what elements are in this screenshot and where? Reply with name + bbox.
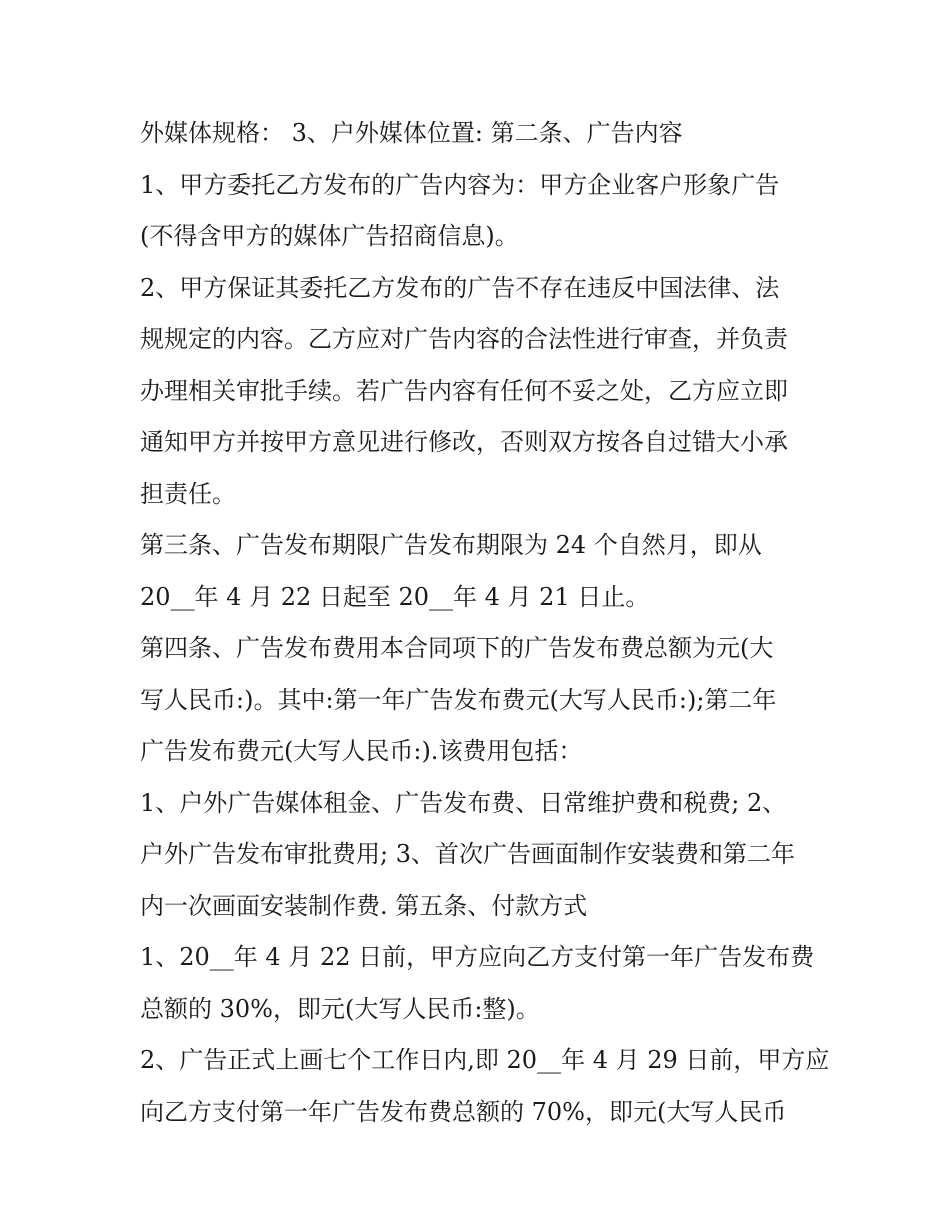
text-line: 向乙方支付第一年广告发布费总额的 70%，即元(大写人民币 (140, 1097, 787, 1126)
text-line: 规规定的内容。乙方应对广告内容的合法性进行审查，并负责 (140, 325, 788, 353)
text-line: 第四条、广告发布费用本合同项下的广告发布费总额为元(大 (140, 634, 774, 662)
text-line: 广告发布费元(大写人民币:).该费用包括： (140, 737, 583, 765)
text-line: 1、20__年 4 月 22 日前，甲方应向乙方支付第一年广告发布费 (140, 943, 815, 971)
text-line: 办理相关审批手续。若广告内容有任何不妥之处，乙方应立即 (140, 376, 788, 405)
text-line: (不得含甲方的媒体广告招商信息)。 (140, 222, 519, 250)
text-line: 总额的 30%，即元(大写人民币:整)。 (140, 994, 540, 1023)
document-body (140, 108, 830, 1138)
text-line: 第三条、广告发布期限广告发布期限为 24 个自然月，即从 (140, 531, 762, 559)
text-line: 担责任。 (140, 479, 236, 508)
text-line: 2、甲方保证其委托乙方发布的广告不存在违反中国法律、法 (140, 273, 780, 302)
text-line: 1、甲方委托乙方发布的广告内容为：甲方企业客户形象广告 (140, 170, 780, 199)
text-line: 内一次画面安装制作费. 第五条、付款方式 (140, 891, 588, 920)
text-line: 通知甲方并按甲方意见进行修改，否则双方按各自过错大小承 (140, 428, 788, 456)
text-line: 2、广告正式上画七个工作日内,即 20__年 4 月 29 日前，甲方应 (140, 1046, 830, 1074)
text-line: 外媒体规格： 3、户外媒体位置: 第二条、广告内容 (140, 119, 683, 147)
text-line: 1、户外广告媒体租金、广告发布费、日常维护费和税费; 2、 (140, 788, 787, 817)
text-line: 户外广告发布审批费用; 3、首次广告画面制作安装费和第二年 (140, 840, 795, 868)
text-line: 20__年 4 月 22 日起至 20__年 4 月 21 日止。 (140, 582, 650, 611)
text-line: 写人民币:)。其中:第一年广告发布费元(大写人民币:);第二年 (140, 685, 777, 714)
